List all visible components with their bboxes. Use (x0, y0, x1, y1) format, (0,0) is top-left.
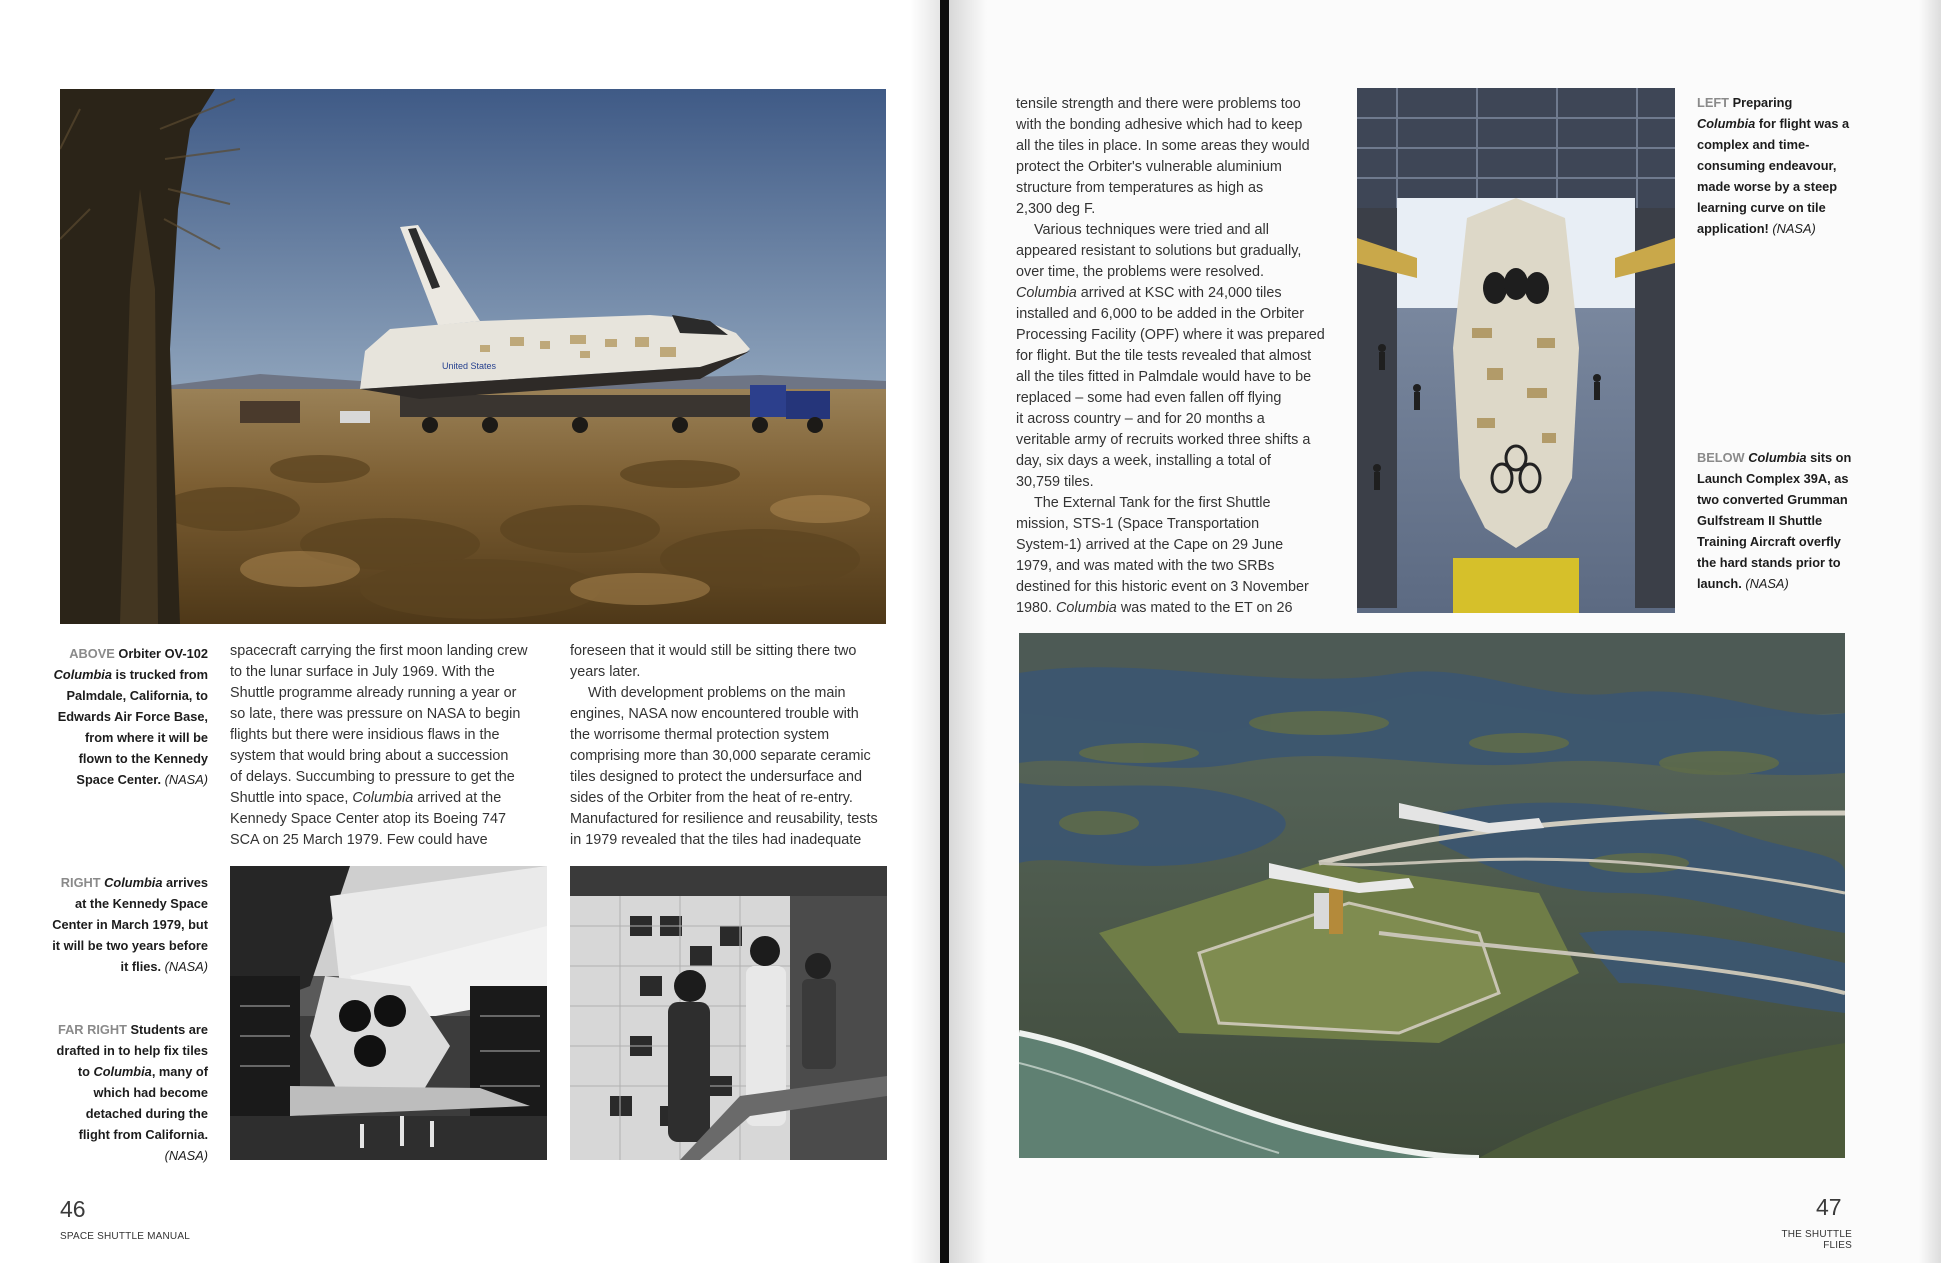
body-column-1 (230, 641, 560, 851)
text-line: day, six days a week, installing a total of (1016, 453, 1271, 469)
text-line: it across country – and for 20 months a (1016, 411, 1265, 427)
photo-columbia-opf (1357, 88, 1675, 613)
text-span: was mated to the ET on 26 (1120, 600, 1293, 616)
text-line: protect the Orbiter's vulnerable aluminium (1016, 159, 1282, 175)
photo-launch-complex-39a (1019, 633, 1845, 1158)
caption-text: is trucked from Palmdale, California, to Edwards Air Force Base, from where it will be flown to the Kennedy Space Center. (57, 667, 208, 787)
text-line: The External Tank for the first Shuttle (1034, 495, 1271, 511)
caption-credit: (NASA) (164, 772, 208, 787)
photo-orbiter-transport (60, 89, 886, 624)
text-line (1016, 283, 1346, 304)
text-line: tiles designed to protect the undersurface and (570, 769, 863, 785)
text-line: 1979, and was mated with the two SRBs (1016, 558, 1275, 574)
text-span: Shuttle into space, (230, 790, 349, 806)
text-line: spacecraft carrying the first moon landing crew (230, 643, 528, 659)
text-line: sides of the Orbiter from the heat of re-entry. (570, 790, 853, 806)
page-number: 47 (1816, 1194, 1842, 1220)
text-line: Kennedy Space Center atop its Boeing 747 (230, 811, 507, 827)
text-span: arrived at KSC with 24,000 tiles (1080, 285, 1282, 301)
text-line: comprising more than 30,000 separate ceramic (570, 748, 871, 764)
text-line: Various techniques were tried and all (1034, 222, 1269, 238)
caption-text: arrives at the Kennedy Space Center in March 1979, but it will be two years before it flies. (52, 875, 208, 974)
launch-complex-illustration (1019, 633, 1845, 1158)
tiles-bw-illustration (570, 866, 887, 1160)
text-line: appeared resistant to solutions but gradually, (1016, 243, 1302, 259)
left-page (0, 0, 940, 1263)
text-line: Processing Facility (OPF) where it was prepared (1016, 327, 1325, 343)
caption-text: for flight was a complex and time-consuming endeavour, made worse by a steep learning curve on tile application! (1697, 116, 1850, 236)
text-line (230, 788, 560, 809)
text-line: veritable army of recruits worked three shifts a (1016, 432, 1311, 448)
caption-text: Preparing (1732, 95, 1793, 110)
body-column (1016, 94, 1346, 619)
text-line: the worrisome thermal protection system (570, 727, 830, 743)
text-line: tensile strength and there were problems too (1016, 96, 1301, 112)
text-italic: Columbia (352, 790, 414, 806)
orbiter-fuselage-text: United States (442, 361, 497, 371)
text-italic: Columbia (1016, 285, 1077, 301)
text-line: destined for this historic event on 3 November (1016, 579, 1309, 595)
text-line: for flight. But the tile tests revealed that almost (1016, 348, 1312, 364)
caption-text: sits on Launch Complex 39A, as two converted Grumman Gulfstream II Shuttle Training Aircraft overfly the hard stands prior to launch. (1697, 450, 1852, 591)
text-line: in 1979 revealed that the tiles had inadequate (570, 832, 862, 848)
photo-columbia-hangar (230, 866, 547, 1160)
caption-tag: FAR RIGHT (57, 1022, 127, 1037)
caption-tag: RIGHT (60, 875, 101, 890)
orbiter-transport-illustration (60, 89, 886, 624)
text-line: Shuttle programme already running a year or (230, 685, 517, 701)
caption-tag: ABOVE (69, 646, 115, 661)
caption-below (1697, 447, 1852, 594)
right-page (949, 0, 1941, 1263)
text-line: system that would bring about a succession (230, 748, 509, 764)
gutter-shadow (910, 0, 940, 1263)
gutter-shadow (949, 0, 987, 1263)
caption-above (52, 643, 208, 790)
opf-illustration (1357, 88, 1675, 613)
text-line: System-1) arrived at the Cape on 29 June (1016, 537, 1284, 553)
text-line: replaced – some had even fallen off flying (1016, 390, 1282, 406)
caption-credit: (NASA) (1745, 576, 1789, 591)
text-line: of delays. Succumbing to pressure to get the (230, 769, 515, 785)
text-span: arrived at the (417, 790, 502, 806)
text-line: years later. (570, 664, 641, 680)
text-line: over time, the problems were resolved. (1016, 264, 1264, 280)
caption-far-right (52, 1019, 208, 1166)
caption-text: Students are drafted in to help fix tiles to (56, 1022, 208, 1079)
text-italic: Columbia (1056, 600, 1117, 616)
text-line: 30,759 tiles. (1016, 474, 1094, 490)
text-line: SCA on 25 March 1979. Few could have (230, 832, 488, 848)
text-line: to the lunar surface in July 1969. With the (230, 664, 495, 680)
text-line: mission, STS-1 (Space Transportation (1016, 516, 1260, 532)
text-line: With development problems on the main (588, 685, 846, 701)
text-line: Manufactured for resilience and reusability, tests (570, 811, 878, 827)
text-line: structure from temperatures as high as (1016, 180, 1264, 196)
caption-tag: BELOW (1697, 450, 1745, 465)
text-span: 1980. (1016, 600, 1053, 616)
caption-italic: Columbia (1748, 450, 1807, 465)
hangar-bw-illustration (230, 866, 547, 1160)
text-line: installed and 6,000 to be added in the Orbiter (1016, 306, 1305, 322)
caption-italic: Columbia (93, 1064, 152, 1079)
body-column-2 (570, 641, 900, 851)
page-number: 46 (60, 1196, 86, 1222)
text-line: with the bonding adhesive which had to keep (1016, 117, 1303, 133)
caption-credit: (NASA) (1772, 221, 1816, 236)
text-line: foreseen that it would still be sitting there two (570, 643, 857, 659)
caption-italic: Columbia (53, 667, 112, 682)
caption-credit: (NASA) (164, 1148, 208, 1163)
caption-text: Orbiter OV-102 (118, 646, 208, 661)
page-edge-shadow (1919, 0, 1941, 1263)
text-line: 2,300 deg F. (1016, 201, 1096, 217)
caption-tag: LEFT (1697, 95, 1729, 110)
text-line: so late, there was pressure on NASA to begin (230, 706, 521, 722)
caption-left (1697, 92, 1852, 239)
text-line: all the tiles fitted in Palmdale would have to be (1016, 369, 1312, 385)
photo-students-tiles (570, 866, 887, 1160)
caption-right (52, 872, 208, 977)
caption-credit: (NASA) (164, 959, 208, 974)
text-line: flights but there were insidious flaws in the (230, 727, 500, 743)
caption-italic: Columbia (104, 875, 163, 890)
running-title: THE SHUTTLE FLIES (1781, 1229, 1852, 1251)
running-title: SPACE SHUTTLE MANUAL (60, 1231, 190, 1242)
caption-italic: Columbia (1697, 116, 1756, 131)
caption-text: , many of which had become detached during the flight from California. (78, 1064, 208, 1142)
text-line: all the tiles in place. In some areas they would (1016, 138, 1310, 154)
text-line: engines, NASA now encountered trouble with (570, 706, 859, 722)
text-line (1016, 598, 1346, 619)
